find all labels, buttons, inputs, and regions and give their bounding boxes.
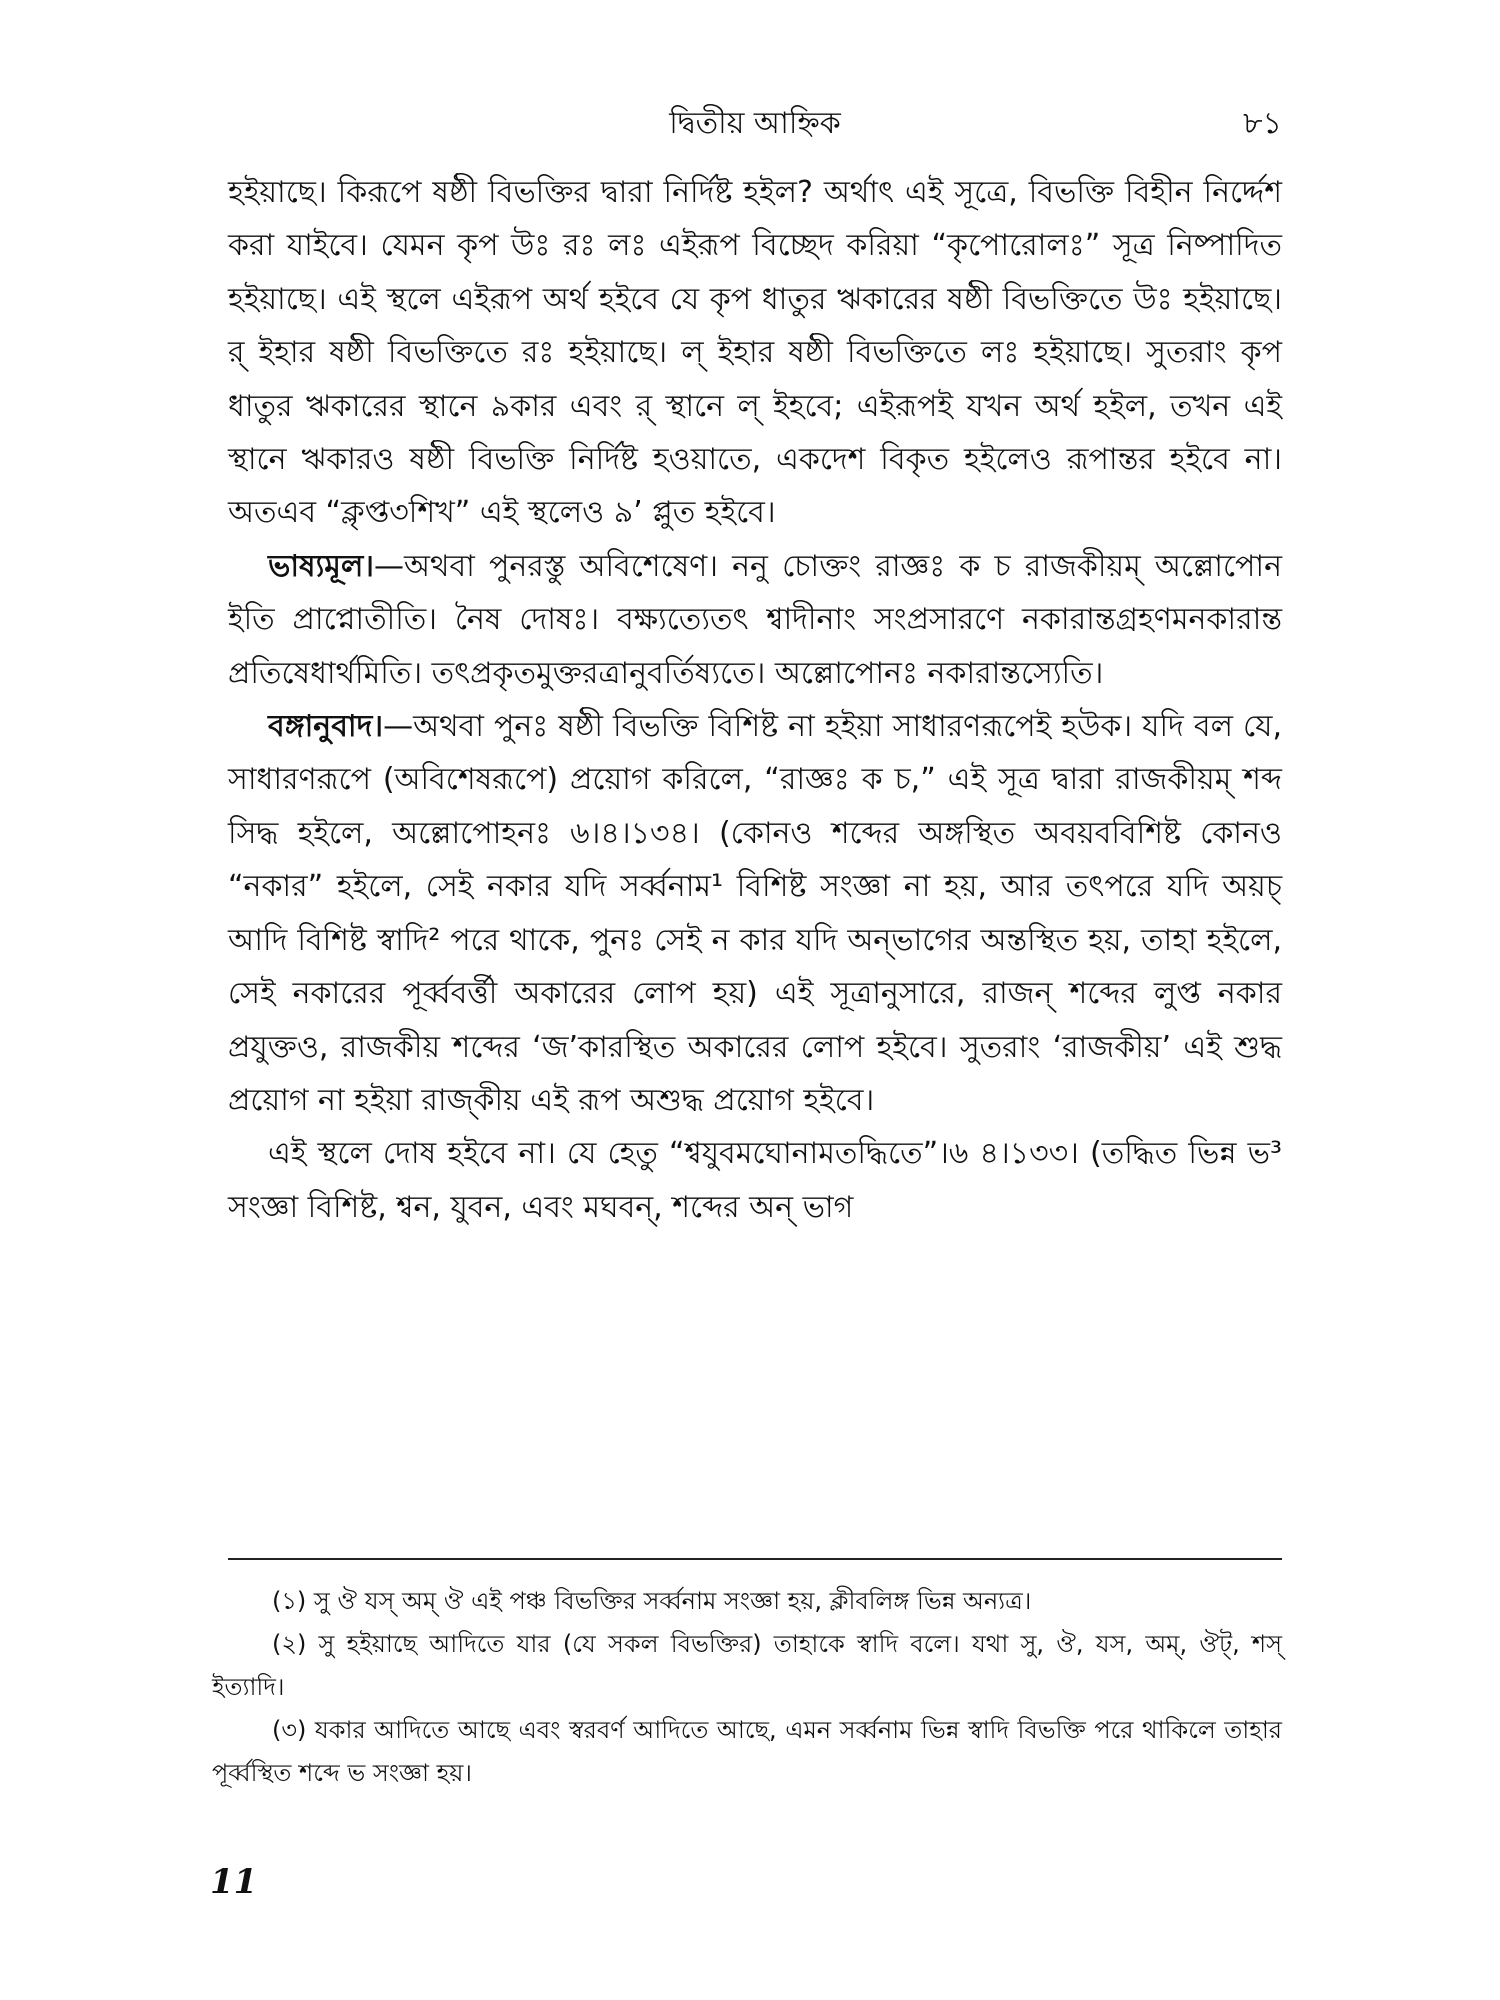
running-header (228, 104, 1282, 154)
footnote-divider (228, 1558, 1282, 1560)
section-label-bhashyamul: ভাষ্যমূল। (268, 548, 375, 584)
footnotes (212, 1580, 1282, 1795)
section-label-bonganubad: বঙ্গানুবাদ। (268, 709, 384, 745)
footnote-1: (১) সু ঔ যস্ অম্ ঔ এই পঞ্চ বিভক্তির সর্ব্বনাম সংজ্ঞা হয়, ক্লীবলিঙ্গ ভিন্ন অন্যত্র। (272, 1587, 1032, 1615)
paragraph-4: এই স্থলে দোষ হইবে না। যে হেতু “শ্বযুবমঘোনামতদ্ধিতে”।৬ ৪।১৩৩। (তদ্ধিত ভিন্ন ভ³ সংজ্ঞা বিশিষ্ট, শ্বন, যুবন, এবং মঘবন্, শব্দের অন্ ভাগ (228, 1136, 1282, 1225)
footnote-2: (২) সু হইয়াছে আদিতে যার (যে সকল বিভক্তির) তাহাকে স্বাদি বলে। যথা সু, ঔ, যস, অম্, ঔট্, শস্ ইত্যাদি। (212, 1630, 1282, 1701)
paragraph-bonganubad: বঙ্গানুবাদ।—অথবা পুনঃ ষষ্ঠী বিভক্তি বিশিষ্ট না হইয়া সাধারণরূপেই হউক। যদি বল যে, সাধারণরূপে (অবিশেষরূপে) প্রয়োগ করিলে, “রাজ্ঞঃ ক চ,” এই সূত্র দ্বারা রাজকীয়ম্ শব্দ সিদ্ধ হইলে, অল্লোপোহনঃ ৬।৪।১৩৪। (কোনও শব্দের অঙ্গস্থিত অবয়ববিশিষ্ট কোনও “নকার” হইলে, সেই নকার যদি সর্ব্বনাম¹ বিশিষ্ট সংজ্ঞা না হয়, আর তৎপরে যদি অয়চ্ আদি বিশিষ্ট স্বাদি² পরে থাকে, পুনঃ সেই ন কার যদি অন্‌ভাগের অন্তস্থিত হয়, তাহা হইলে, সেই নকারের পূর্ব্ববর্ত্তী অকারের লোপ হয়) এই সূত্রানুসারে, রাজন্ শব্দের লুপ্ত নকার প্রযুক্তও, রাজকীয় শব্দের ‘জ’কারস্থিত অকারের লোপ হইবে। সুতরাং ‘রাজকীয়’ এই শুদ্ধ প্রয়োগ না হইয়া রাজ্‌কীয় এই রূপ অশুদ্ধ প্রয়োগ হইবে। (228, 709, 1282, 1118)
footnote-3: (৩) যকার আদিতে আছে এবং স্বরবর্ণ আদিতে আছে, এমন সর্ব্বনাম ভিন্ন স্বাদি বিভক্তি পরে থাকিলে তাহার পূর্ব্বস্থিত শব্দে ভ সংজ্ঞা হয়। (212, 1716, 1282, 1787)
printer-signature-mark: 11 (210, 1862, 258, 1902)
main-text (228, 166, 1282, 1234)
page-number: ৮১ (1243, 106, 1282, 141)
paragraph-bhashyamul: ভাষ্যমূল।—অথবা পুনরস্তু অবিশেষেণ। ননু চোক্তং রাজ্ঞঃ ক চ রাজকীয়ম্ অল্লোপোন ইতি প্রাপ্নোতীতি। নৈষ দোষঃ। বক্ষ্যত্যেতৎ শ্বাদীনাং সংপ্রসারণে নকারান্তগ্রহণমনকারান্ত প্রতিষেধার্থমিতি। তৎপ্রকৃতমুক্তরত্রানুবর্তিষ্যতে। অল্লোপোনঃ নকারান্তস্যেতি। (228, 548, 1282, 691)
chapter-title: দ্বিতীয় আহ্নিক (669, 106, 841, 141)
paragraph-1: হইয়াছে। কিরূপে ষষ্ঠী বিভক্তির দ্বারা নির্দিষ্ট হইল? অর্থাৎ এই সূত্রে, বিভক্তি বিহীন নির্দ্দেশ করা যাইবে। যেমন কৃপ উঃ রঃ লঃ এইরূপ বিচ্ছেদ করিয়া “কৃপোরোলঃ” সূত্র নিষ্পাদিত হইয়াছে। এই স্থলে এইরূপ অর্থ হইবে যে কৃপ ধাতুর ঋকারের ষষ্ঠী বিভক্তিতে উঃ হইয়াছে। র্ ইহার ষষ্ঠী বিভক্তিতে রঃ হইয়াছে। ল্ ইহার ষষ্ঠী বিভক্তিতে লঃ হইয়াছে। সুতরাং কৃপ ধাতুর ঋকারের স্থানে ৯কার এবং র্ স্থানে ল্ ইহবে; এইরূপই যখন অর্থ হইল, তখন এই স্থানে ঋকারও ষষ্ঠী বিভক্তি নির্দিষ্ট হওয়াতে, একদেশ বিকৃত হইলেও রূপান্তর হইবে না। অতএব “ক্লৃপ্ত৩শিখ” এই স্থলেও ৯’ প্লুত হইবে। (228, 175, 1282, 531)
